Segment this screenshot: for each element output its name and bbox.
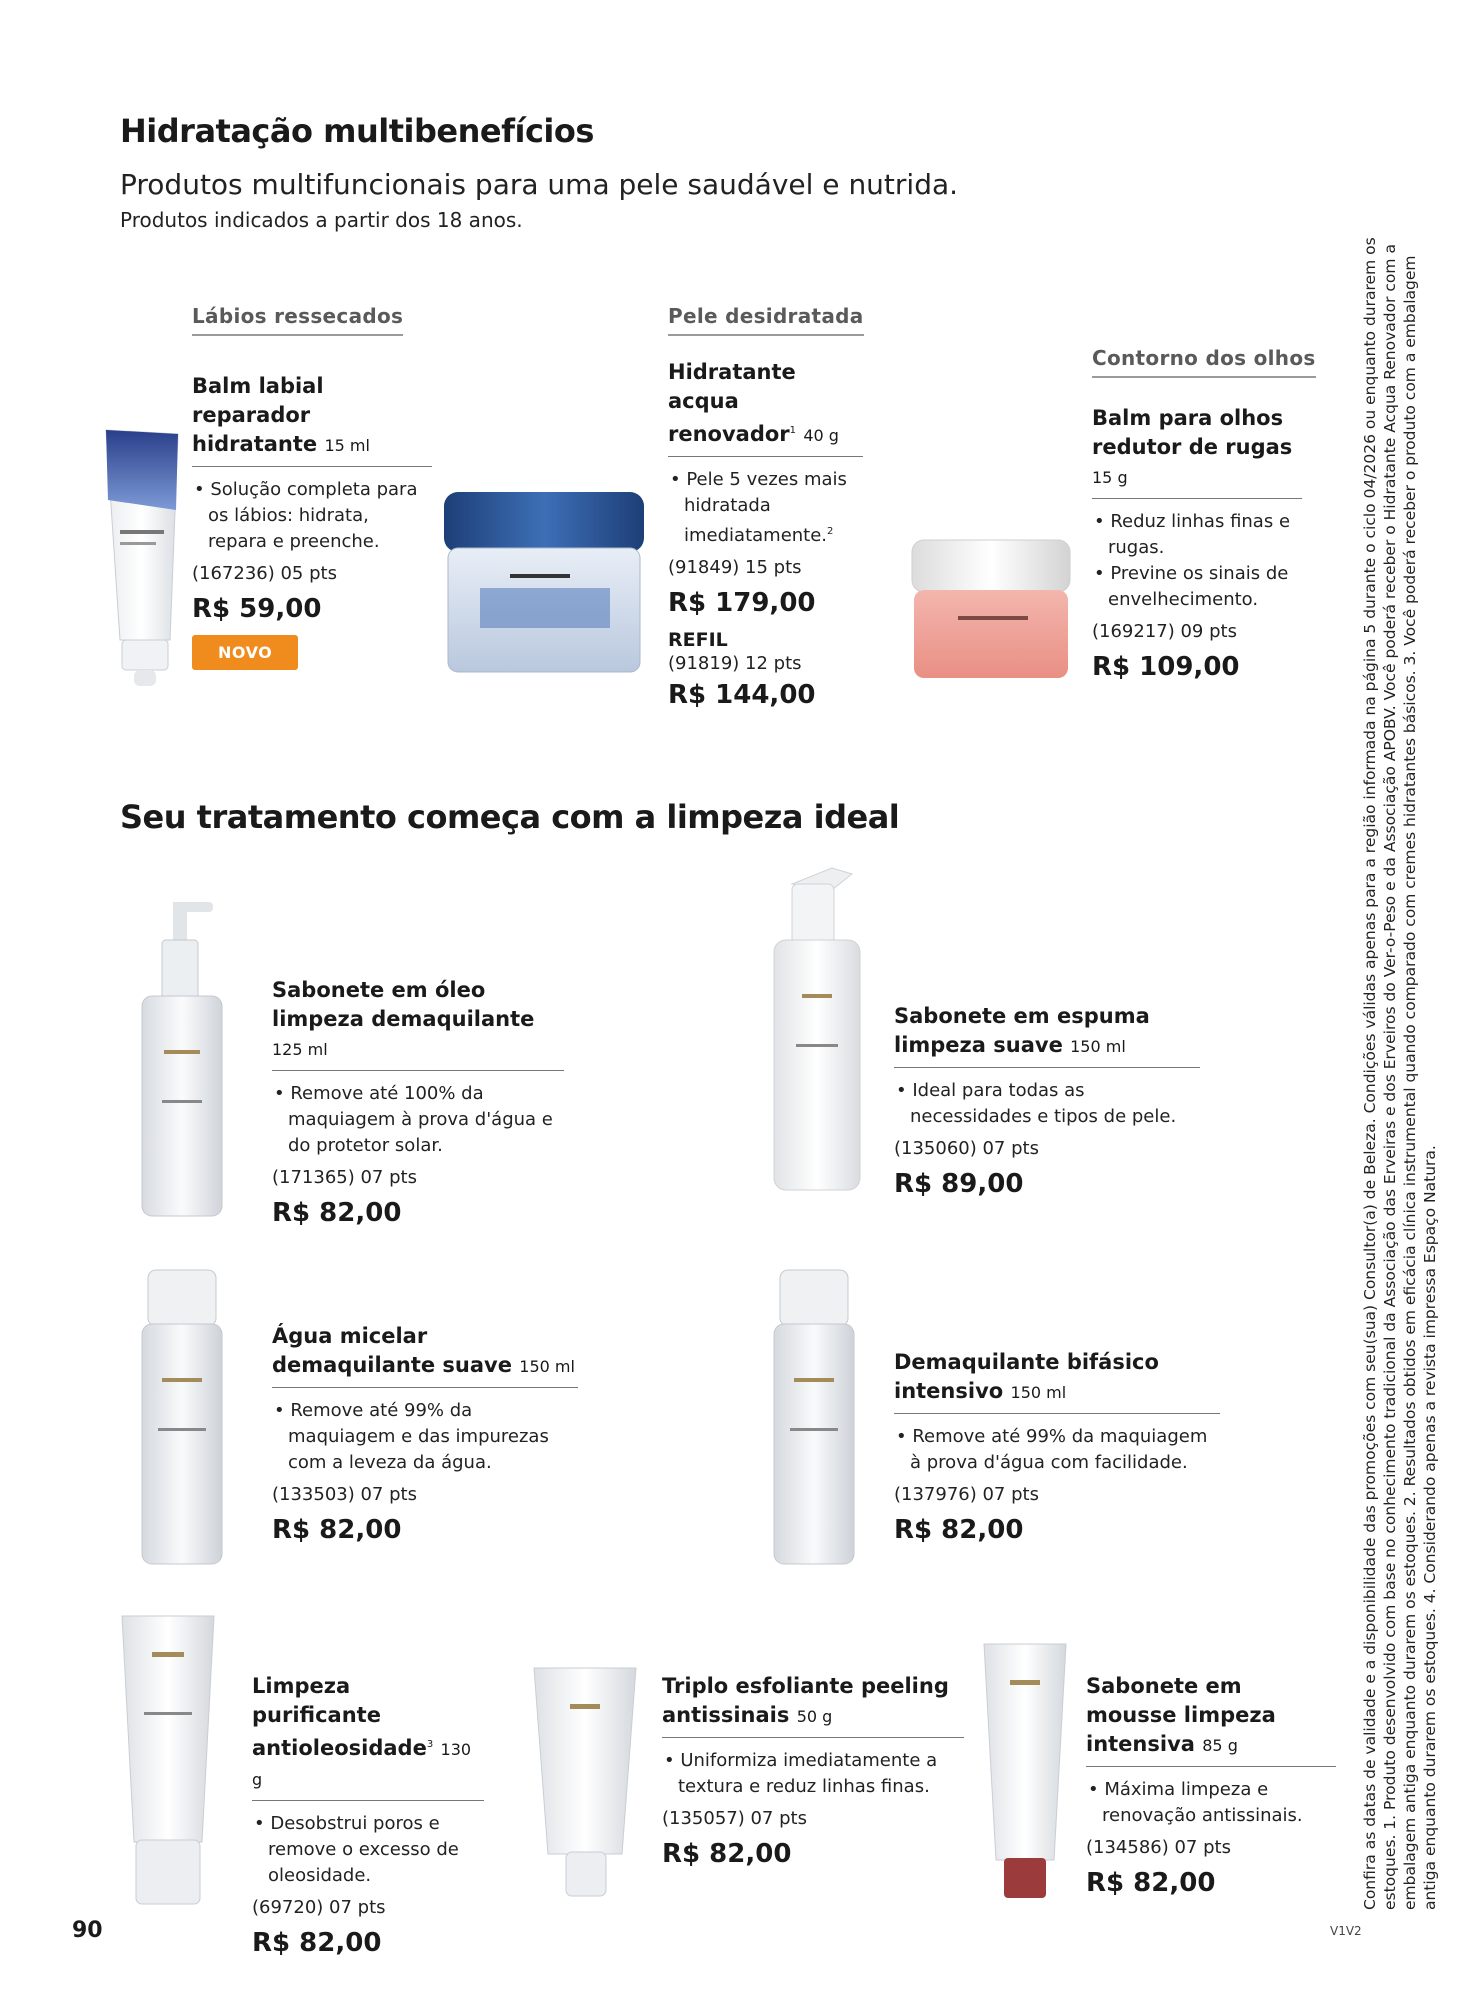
product-bullet: • Uniformiza imediatamente a textura e reduz linhas finas. — [664, 1750, 938, 1797]
product-size: 15 g — [1092, 468, 1128, 487]
product-biphasic — [894, 1348, 1220, 1548]
product-size: 40 g — [803, 426, 839, 445]
product-name-text: Balm labial reparador hidratante — [192, 374, 324, 456]
category-pele: Pele desidratada — [668, 304, 864, 336]
product-code: (135057) 07 pts — [662, 1808, 807, 1829]
product-size: 150 ml — [519, 1357, 575, 1376]
section-title-limpeza: Seu tratamento começa com a limpeza ideal — [120, 798, 900, 836]
legal-disclaimer: Confira as datas de validade e a disponibilidade das promoções com seu(sua) Consultor(a) de Beleza. Condições válidas apenas para a região informada na página 5 durante o ciclo 04/2026 ou enquanto durarem os estoques. 1. Produto desenvolvido com base no conhecimento tradicional da Associação das Erveiras e dos Erveiros do Ver-o-Peso e da Associação APOBV. Você poderá receber o Hidratante Acqua Renovador com a embalagem antiga enquanto durarem os estoques. 2. Resultados obtidos em eficácia clínica instrumental quando comparado com cremes hidratantes básicos. 3. Você poderá receber o produto com a embalagem antiga enquanto durarem os estoques. 4. Considerando apenas a revista impressa Espaço Natura. — [1361, 237, 1439, 1910]
eye-balm-jar-image — [908, 536, 1074, 686]
oil-cleanser-bottle-image — [128, 900, 238, 1220]
section-title-hidratacao: Hidratação multibenefícios — [120, 112, 594, 150]
product-price: R$ 82,00 — [662, 1839, 792, 1869]
category-labios: Lábios ressecados — [192, 304, 403, 336]
product-price: R$ 179,00 — [668, 588, 816, 618]
version-code: V1V2 — [1330, 1924, 1362, 1938]
footnote-ref: 2 — [827, 526, 834, 537]
page-number: 90 — [72, 1918, 103, 1943]
mousse-tube-image — [980, 1640, 1070, 1908]
product-name-text: Hidratante acqua renovador — [668, 360, 796, 446]
product-price: R$ 59,00 — [192, 594, 322, 624]
product-name — [1086, 1672, 1336, 1767]
product-name-text: Água micelar demaquilante suave — [272, 1324, 512, 1377]
lip-balm-tube-image — [100, 420, 185, 690]
product-size: 150 ml — [1070, 1037, 1126, 1056]
product-foam-cleanser — [894, 1002, 1200, 1202]
product-purifying — [252, 1672, 484, 1961]
biphasic-bottle-image — [764, 1268, 864, 1568]
product-bullet: • Remove até 100% da maquiagem à prova d'água e do protetor solar. — [274, 1083, 553, 1156]
product-name — [668, 358, 863, 457]
product-name — [272, 1322, 578, 1388]
product-price: R$ 82,00 — [252, 1928, 382, 1958]
product-size: 150 ml — [1010, 1383, 1067, 1402]
product-price: R$ 82,00 — [272, 1198, 402, 1228]
product-micellar-water — [272, 1322, 578, 1548]
refil-price: R$ 144,00 — [668, 680, 816, 710]
product-code: (69720) 07 pts — [252, 1897, 386, 1918]
product-code: (171365) 07 pts — [272, 1167, 417, 1188]
product-bullet: • Previne os sinais de envelhecimento. — [1094, 563, 1289, 610]
product-bullet: • Reduz linhas finas e rugas. — [1094, 511, 1291, 558]
product-size: 15 ml — [324, 436, 370, 455]
product-price: R$ 89,00 — [894, 1169, 1024, 1199]
product-code: (133503) 07 pts — [272, 1484, 417, 1505]
category-olhos: Contorno dos olhos — [1092, 346, 1316, 378]
foam-cleanser-bottle-image — [762, 864, 872, 1194]
product-code: (137976) 07 pts — [894, 1484, 1039, 1505]
product-bullet: • Solução completa para os lábios: hidrata, repara e preenche. — [194, 479, 418, 552]
product-code: (134586) 07 pts — [1086, 1837, 1231, 1858]
product-bullet: • Remove até 99% da maquiagem à prova d'água com facilidade. — [896, 1426, 1208, 1473]
product-name — [894, 1002, 1200, 1068]
product-name-text: Sabonete em óleo limpeza demaquilante — [272, 978, 535, 1031]
product-bullet: • Desobstrui poros e remove o excesso de oleosidade. — [254, 1813, 459, 1886]
product-price: R$ 82,00 — [272, 1515, 402, 1545]
product-lip-balm — [192, 372, 432, 670]
product-price: R$ 82,00 — [1086, 1868, 1216, 1898]
refil-label: REFIL — [668, 629, 728, 651]
refil-code: (91819) 12 pts — [668, 653, 802, 674]
product-code: (167236) 05 pts — [192, 563, 337, 584]
micellar-water-bottle-image — [132, 1268, 232, 1568]
product-code: (135060) 07 pts — [894, 1138, 1039, 1159]
new-badge: NOVO — [192, 635, 298, 670]
product-name — [272, 976, 564, 1071]
product-name-text: Sabonete em mousse limpeza intensiva — [1086, 1674, 1276, 1756]
footnote-ref: 3 — [426, 1739, 434, 1750]
bullet-text: • Pele 5 vezes mais hidratada imediatamente. — [670, 469, 847, 546]
purifying-tube-image — [118, 1612, 218, 1912]
product-mousse — [1086, 1672, 1336, 1901]
product-code: (169217) 09 pts — [1092, 621, 1237, 642]
product-name — [192, 372, 432, 467]
product-name — [894, 1348, 1220, 1414]
age-note: Produtos indicados a partir dos 18 anos. — [120, 208, 523, 232]
product-acqua — [668, 358, 863, 713]
product-name — [252, 1672, 484, 1801]
product-name-text: Balm para olhos redutor de rugas — [1092, 406, 1293, 459]
product-code: (91849) 15 pts — [668, 557, 802, 578]
product-eye-balm — [1092, 404, 1302, 685]
product-price: R$ 109,00 — [1092, 652, 1240, 682]
product-name-text: Limpeza purificante antioleosidade — [252, 1674, 427, 1760]
product-oil-cleanser — [272, 976, 564, 1231]
product-size: 50 g — [796, 1707, 833, 1726]
product-bullet: • Remove até 99% da maquiagem e das impurezas com a leveza da água. — [274, 1400, 549, 1473]
product-bullet: • Ideal para todas as necessidades e tipos de pele. — [896, 1080, 1177, 1127]
product-name — [662, 1672, 964, 1738]
product-bullet — [668, 467, 863, 549]
acqua-jar-image — [440, 488, 650, 680]
product-size: 125 ml — [272, 1040, 328, 1059]
section-subtitle: Produtos multifuncionais para uma pele saudável e nutrida. — [120, 168, 959, 201]
product-price: R$ 82,00 — [894, 1515, 1024, 1545]
product-size: 85 g — [1202, 1736, 1238, 1755]
product-peeling — [662, 1672, 964, 1872]
product-name-text: Triplo esfoliante peeling antissinais — [662, 1674, 949, 1727]
product-bullet: • Máxima limpeza e renovação antissinais. — [1088, 1779, 1303, 1826]
footnote-ref: 1 — [789, 425, 797, 436]
product-name — [1092, 404, 1302, 499]
product-size: 130 g — [252, 1740, 472, 1789]
product-name-text: Demaquilante bifásico intensivo — [894, 1350, 1159, 1403]
peeling-tube-image — [530, 1664, 640, 1904]
product-name-text: Sabonete em espuma limpeza suave — [894, 1004, 1150, 1057]
